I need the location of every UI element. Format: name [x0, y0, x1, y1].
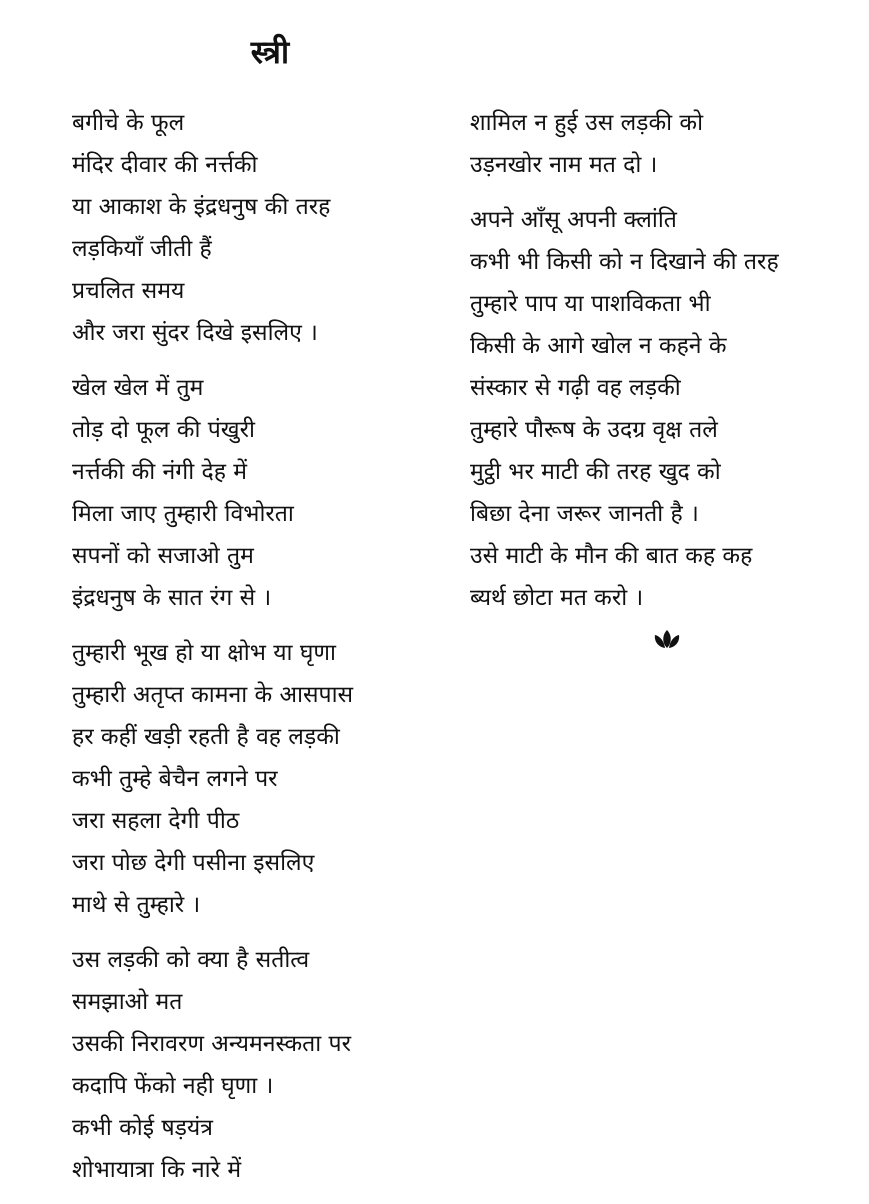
- poem-line: तुम्हारे पाप या पाशविकता भी: [470, 291, 711, 317]
- poem-line: समझाओ मत: [72, 989, 183, 1015]
- poem-line: हर कहीं खड़ी रहती है वह लड़की: [72, 724, 340, 750]
- poem-line: तुम्हारी भूख हो या क्षोभ या घृणा: [72, 640, 336, 666]
- poem-line: ब्यर्थ छोटा मत करो ।: [470, 585, 644, 611]
- poem-line: उस लड़की को क्या है सतीत्व: [72, 947, 310, 973]
- poem-line: इंद्रधनुष के सात रंग से ।: [72, 585, 272, 611]
- poem-line: लड़कियाँ जीती हैं: [72, 236, 212, 262]
- poem-line: कभी भी किसी को न दिखाने की तरह: [470, 249, 779, 275]
- poem-line: मिला जाए तुम्हारी विभोरता: [72, 501, 294, 527]
- stanza: [470, 199, 850, 619]
- poem-line: जरा सहला देगी पीठ: [72, 808, 240, 834]
- poem-line: बिछा देना जरूर जानती है ।: [470, 501, 699, 527]
- poem-line: कभी तुम्हे बेचैन लगने पर: [72, 766, 278, 792]
- poem-left-column: [72, 102, 432, 1204]
- poem-line: तुम्हारे पौरूष के उदग्र वृक्ष तले: [470, 417, 718, 443]
- poem-line: किसी के आगे खोल न कहने के: [470, 333, 727, 359]
- poem-line: खेल खेल में तुम: [72, 375, 204, 401]
- poem-line: और जरा सुंदर दिखे इसलिए ।: [72, 320, 318, 346]
- poem-line: कदापि फेंको नही घृणा ।: [72, 1073, 274, 1099]
- stanza: [72, 102, 432, 354]
- poem-line: उड़नखोर नाम मत दो ।: [470, 152, 658, 178]
- stanza: [470, 102, 850, 186]
- poem-line: प्रचलित समय: [72, 278, 185, 304]
- poem-line: बगीचे के फूल: [72, 110, 185, 136]
- poem-title: स्त्री: [250, 33, 290, 71]
- poem-line: सपनों को सजाओ तुम: [72, 543, 254, 569]
- poem-line: तुम्हारी अतृप्त कामना के आसपास: [72, 682, 354, 708]
- poem-line: जरा पोछ देगी पसीना इसलिए: [72, 850, 315, 876]
- poem-line: या आकाश के इंद्रधनुष की तरह: [72, 194, 331, 220]
- poem-line: कभी कोई षड़यंत्र: [72, 1115, 213, 1141]
- poem-line: मंदिर दीवार की नर्त्तकी: [72, 152, 258, 178]
- poem-line: शोभायात्रा कि नारे में: [72, 1157, 242, 1183]
- poem-line: अपने आँसू अपनी क्लांति: [470, 207, 677, 233]
- stanza: [72, 367, 432, 619]
- poem-line: मुट्ठी भर माटी की तरह खुद को: [470, 459, 721, 485]
- poem-line: उसकी निरावरण अन्यमनस्कता पर: [72, 1031, 351, 1057]
- poem-line: माथे से तुम्हारे ।: [72, 892, 201, 918]
- lotus-ornament-icon: [652, 628, 682, 650]
- poem-line: तोड़ दो फूल की पंखुरी: [72, 417, 255, 443]
- poem-line: नर्त्तकी की नंगी देह में: [72, 459, 247, 485]
- poem-right-column: [470, 102, 850, 632]
- poem-line: उसे माटी के मौन की बात कह कह: [470, 543, 753, 569]
- stanza: [72, 632, 432, 926]
- poem-line: संस्कार से गढ़ी वह लड़की: [470, 375, 681, 401]
- stanza: [72, 939, 432, 1191]
- poem-line: शामिल न हुई उस लड़की को: [470, 110, 704, 136]
